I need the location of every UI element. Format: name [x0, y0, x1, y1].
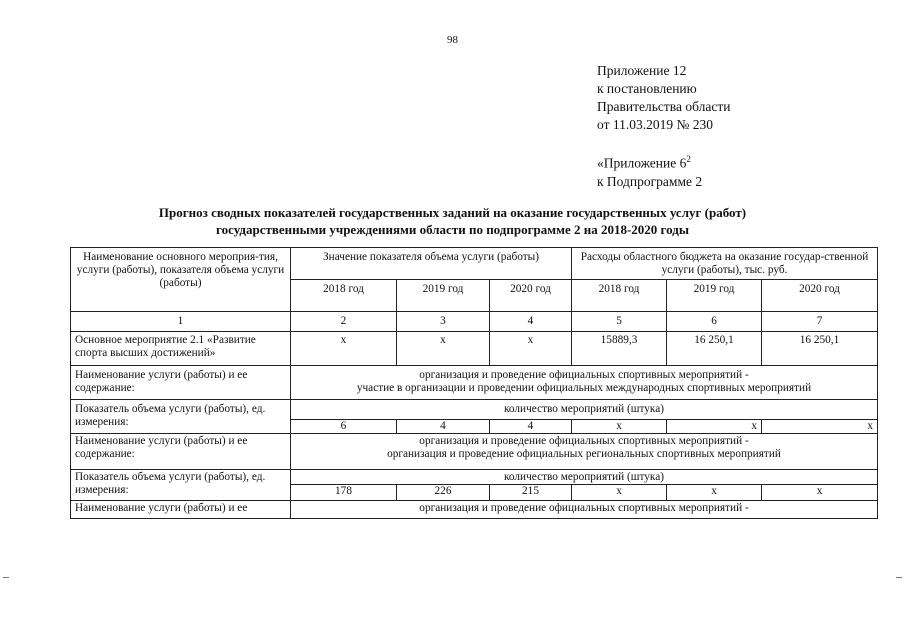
header-year: 2019 год: [667, 280, 762, 312]
main-event-value: х: [490, 332, 572, 366]
indicator-unit-row-1: [71, 400, 878, 420]
service-description: [291, 501, 878, 519]
service-label: Наименование услуги (работы) и ее: [71, 501, 291, 519]
service-label: Наименование услуги (работы) и ее содержание:: [71, 366, 291, 400]
header-budget-group: Расходы областного бюджета на оказание государ-ственной услуги (работы), тыс. руб.: [572, 248, 878, 280]
column-number: 2: [291, 312, 397, 332]
service-row-1: [71, 366, 878, 400]
service-description: [291, 434, 878, 470]
main-event-name: Основное мероприятие 2.1 «Развитие спорта высших достижений»: [71, 332, 291, 366]
service-row-2: [71, 434, 878, 470]
appendix-2-superscript: 2: [686, 154, 691, 164]
header-year: 2020 год: [490, 280, 572, 312]
appendix-line: от 11.03.2019 № 230: [597, 117, 713, 132]
column-number: 7: [762, 312, 878, 332]
main-event-value: х: [291, 332, 397, 366]
header-year: 2018 год: [572, 280, 667, 312]
appendix-2-line2: к Подпрограмме 2: [597, 173, 703, 189]
indicator-label: Показатель объема услуги (работы), ед. измерения:: [71, 470, 291, 501]
main-event-row: [71, 332, 878, 366]
main-event-value: х: [397, 332, 490, 366]
scan-edge-mark: [896, 577, 902, 578]
indicator-unit-row-2: [71, 470, 878, 485]
column-number: 3: [397, 312, 490, 332]
indicator-value: х: [572, 485, 667, 501]
header-year: 2019 год: [397, 280, 490, 312]
column-number: 1: [71, 312, 291, 332]
service-line: организация и проведение официальных региональных спортивных мероприятий: [387, 448, 781, 460]
forecast-table-container: [70, 247, 877, 519]
indicator-value: 178: [291, 485, 397, 501]
header-volume-group: Значение показателя объема услуги (работы): [291, 248, 572, 280]
scan-edge-mark: [3, 577, 9, 578]
title-line2: государственными учреждениями области по подпрограмме 2 на 2018-2020 годы: [216, 222, 689, 237]
indicator-value: х: [667, 485, 762, 501]
appendix-2-text: «Приложение 6: [597, 155, 687, 171]
header-row-1: [71, 248, 878, 280]
indicator-value: 215: [490, 485, 572, 501]
appendix-line: Правительства области: [597, 99, 731, 114]
indicator-value: 4: [397, 420, 490, 434]
title-line1: Прогноз сводных показателей государственных заданий на оказание государственных услуг (работ): [158, 205, 747, 220]
indicator-value: х: [667, 420, 762, 434]
indicator-label: Показатель объема услуги (работы), ед. измерения:: [71, 400, 291, 434]
appendix-block: [597, 62, 730, 134]
indicator-value: х: [762, 420, 878, 434]
indicator-value: 4: [490, 420, 572, 434]
service-label: Наименование услуги (работы) и ее содержание:: [71, 434, 291, 470]
service-line: организация и проведение официальных спортивных мероприятий -: [419, 502, 749, 514]
main-event-value: 16 250,1: [762, 332, 878, 366]
appendix-line: Приложение 12: [597, 63, 687, 78]
column-number: 4: [490, 312, 572, 332]
appendix-2-block: [597, 150, 702, 191]
appendix-2-line1: [597, 150, 702, 173]
service-row-3: [71, 501, 878, 519]
column-number: 5: [572, 312, 667, 332]
header-year: 2020 год: [762, 280, 878, 312]
main-event-value: 16 250,1: [667, 332, 762, 366]
service-description: [291, 366, 878, 400]
indicator-unit: количество мероприятий (штука): [291, 470, 878, 485]
main-event-value: 15889,3: [572, 332, 667, 366]
header-name: Наименование основного мероприя-тия, услуги (работы), показателя объема услуги (работы): [71, 248, 291, 312]
column-number: 6: [667, 312, 762, 332]
appendix-line: к постановлению: [597, 81, 697, 96]
column-number-row: [71, 312, 878, 332]
indicator-value: 6: [291, 420, 397, 434]
service-line: участие в организации и проведении официальных международных спортивных мероприятий: [356, 382, 812, 394]
header-year: 2018 год: [291, 280, 397, 312]
indicator-value: х: [572, 420, 667, 434]
forecast-table: [70, 247, 878, 519]
indicator-value: 226: [397, 485, 490, 501]
indicator-value: х: [762, 485, 878, 501]
page-number: 98: [447, 34, 458, 46]
service-line: организация и проведение официальных спортивных мероприятий -: [419, 435, 749, 447]
service-line: организация и проведение официальных спортивных мероприятий -: [419, 369, 749, 381]
document-title: [0, 204, 905, 238]
indicator-unit: количество мероприятий (штука): [291, 400, 878, 420]
